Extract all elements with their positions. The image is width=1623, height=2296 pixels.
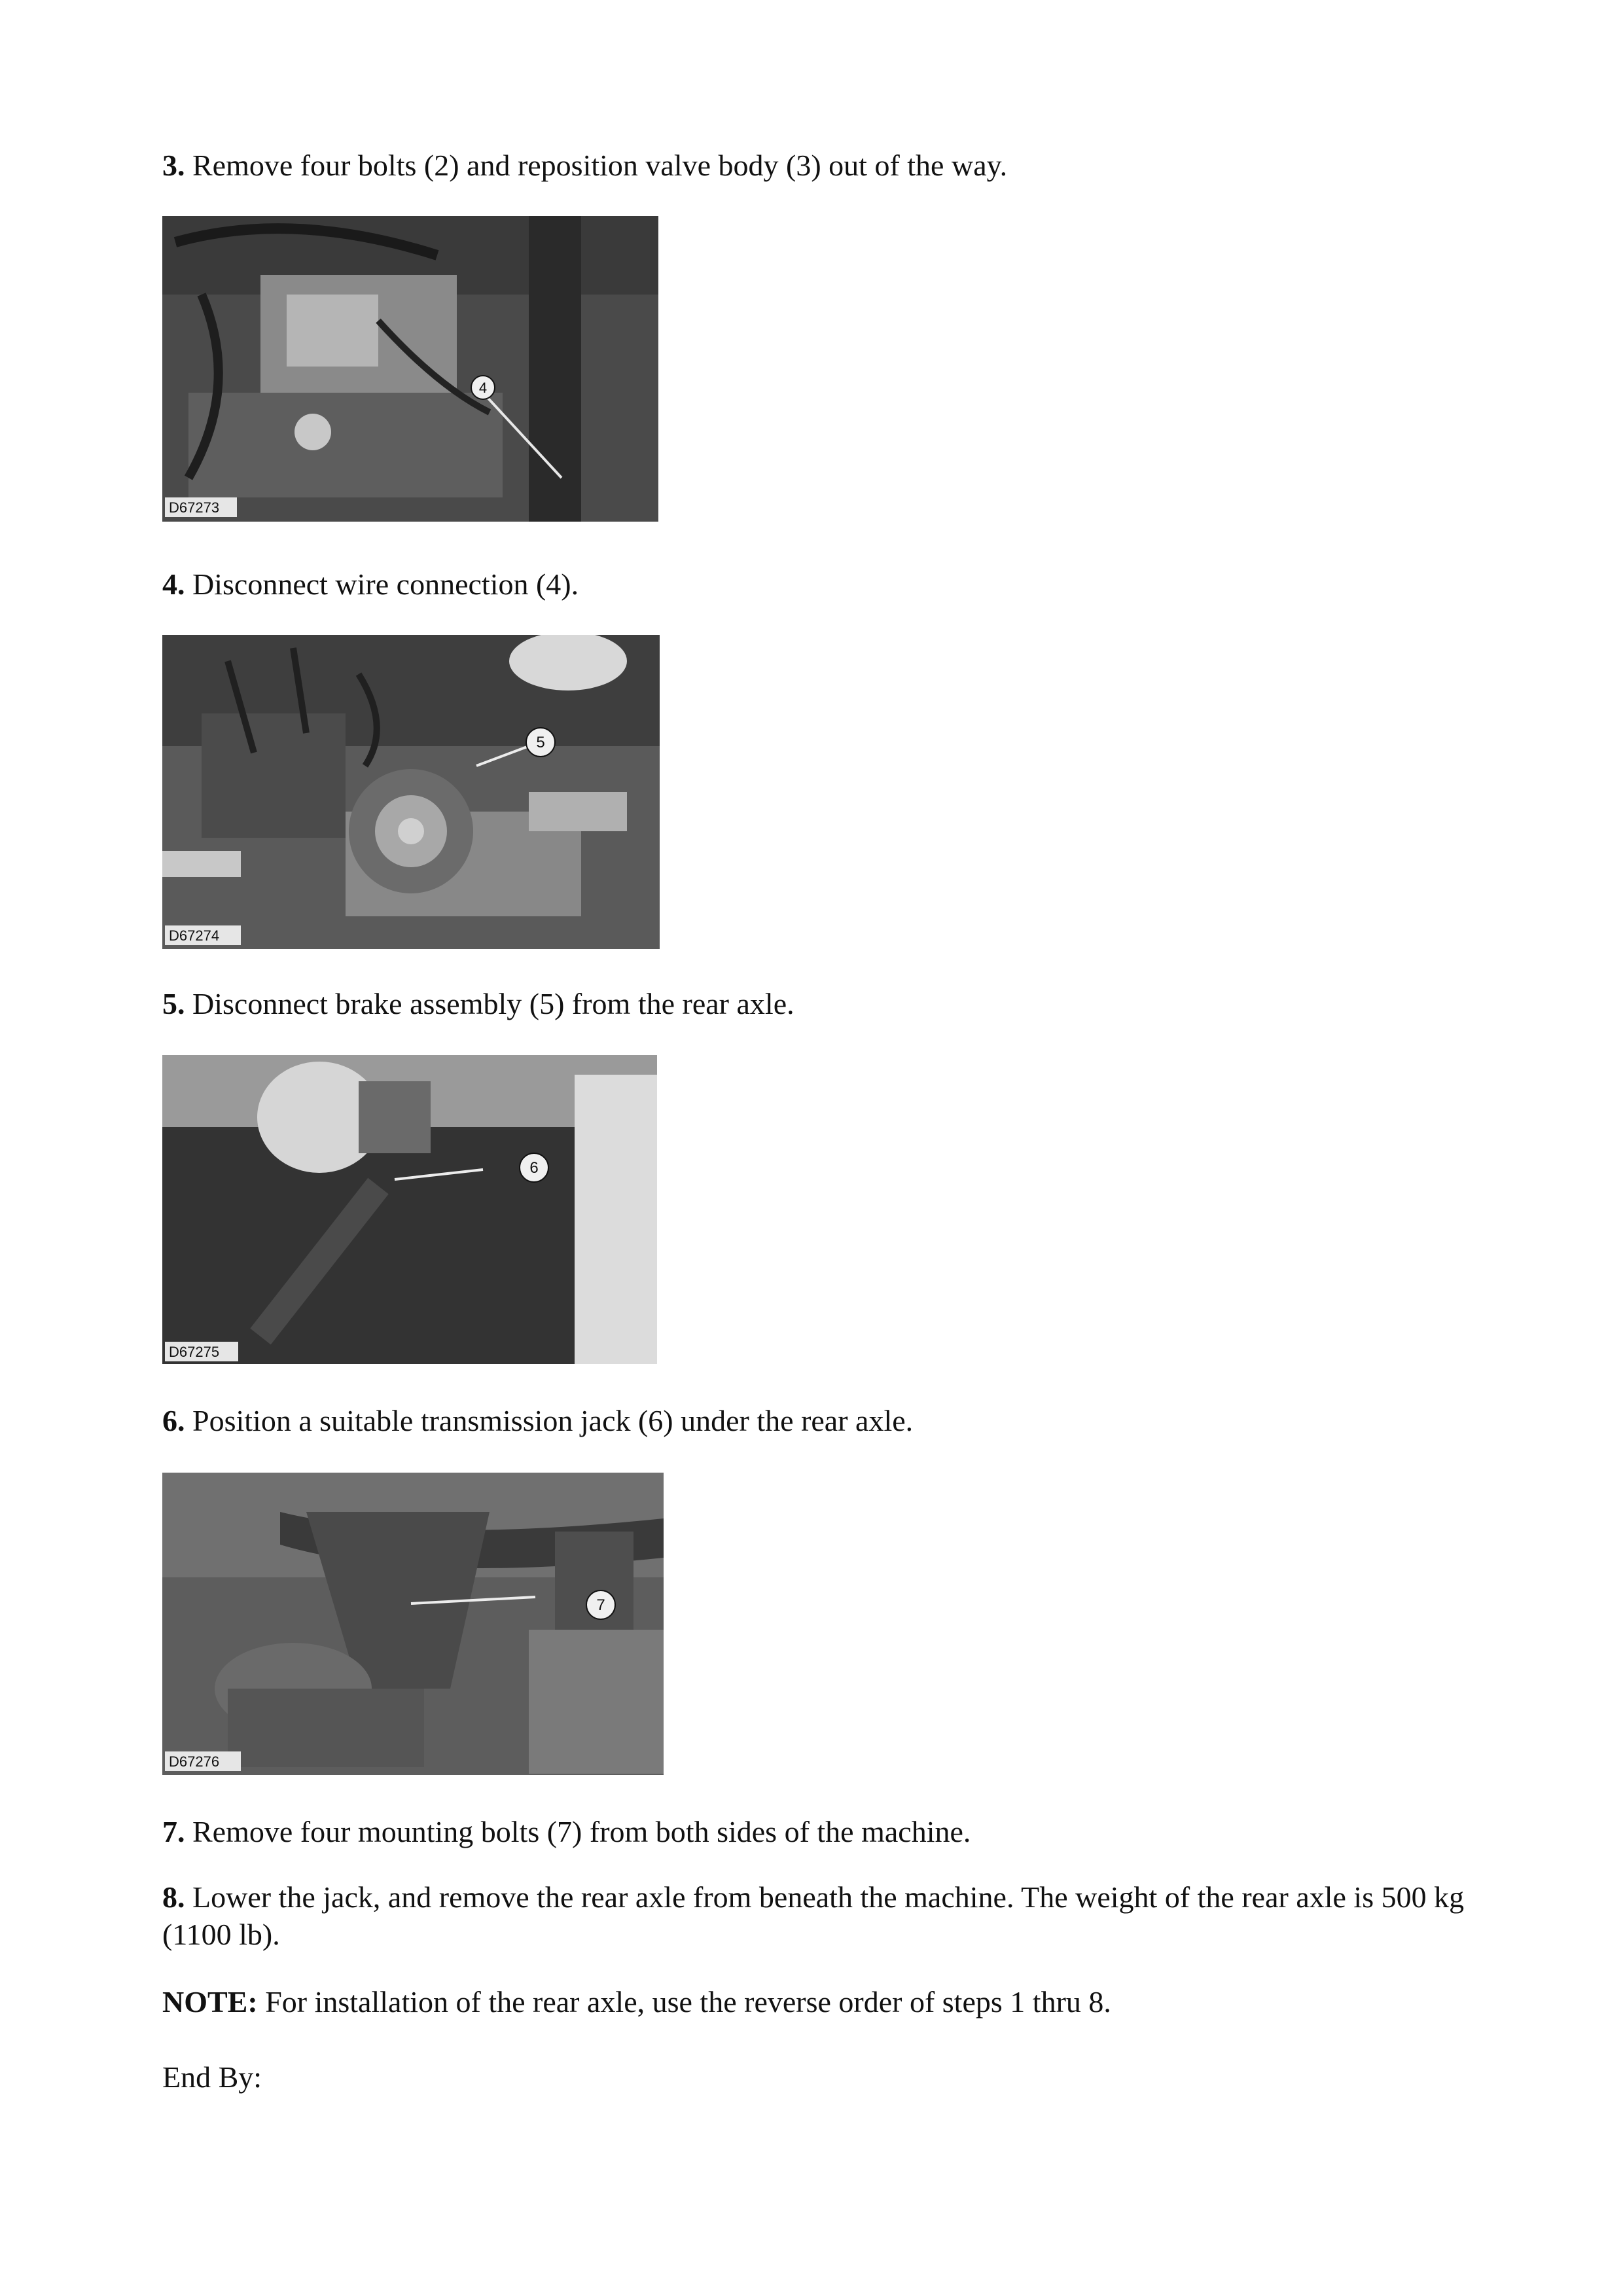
step-text: Lower the jack, and remove the rear axle from beneath the machine. The weight of the rear axle is 500 kg (1100 lb). bbox=[162, 1880, 1465, 1951]
figure-wire-connection-photo bbox=[162, 635, 660, 949]
step-number: 3. bbox=[162, 149, 185, 182]
figure-valve-body-photo bbox=[162, 216, 658, 522]
step-text: Remove four bolts (2) and reposition valve body (3) out of the way. bbox=[192, 149, 1008, 182]
note-text: For installation of the rear axle, use the reverse order of steps 1 thru 8. bbox=[265, 1985, 1111, 2018]
figure-brake-assembly-photo bbox=[162, 1055, 657, 1364]
step-7 bbox=[162, 1813, 1471, 1850]
figure-id-label: D67274 bbox=[169, 927, 220, 944]
step-6 bbox=[162, 1402, 1471, 1439]
step-5 bbox=[162, 985, 1471, 1022]
note-label: NOTE: bbox=[162, 1985, 258, 2018]
figure-id-label: D67273 bbox=[169, 499, 220, 516]
step-8 bbox=[162, 1878, 1471, 1953]
step-3 bbox=[162, 147, 1471, 184]
step-text: Position a suitable transmission jack (6) under the rear axle. bbox=[192, 1404, 914, 1437]
step-number: 7. bbox=[162, 1815, 185, 1848]
note-paragraph bbox=[162, 1983, 1471, 2020]
step-text: Disconnect wire connection (4). bbox=[192, 567, 579, 601]
step-text: Remove four mounting bolts (7) from both sides of the machine. bbox=[192, 1815, 971, 1848]
step-4 bbox=[162, 565, 1471, 603]
step-number: 5. bbox=[162, 987, 185, 1020]
step-number: 8. bbox=[162, 1880, 185, 1914]
figure-id-label: D67276 bbox=[169, 1753, 220, 1770]
figure-callout: 6 bbox=[529, 1159, 539, 1177]
end-by-label: End By: bbox=[162, 2060, 262, 2094]
step-number: 4. bbox=[162, 567, 185, 601]
figure-callout: 5 bbox=[536, 734, 545, 751]
step-text: Disconnect brake assembly (5) from the rear axle. bbox=[192, 987, 794, 1020]
figure-id-label: D67275 bbox=[169, 1344, 220, 1360]
figure-callout: 4 bbox=[478, 380, 488, 396]
step-number: 6. bbox=[162, 1404, 185, 1437]
figure-callout: 7 bbox=[596, 1596, 605, 1614]
figure-transmission-jack-photo bbox=[162, 1473, 664, 1775]
